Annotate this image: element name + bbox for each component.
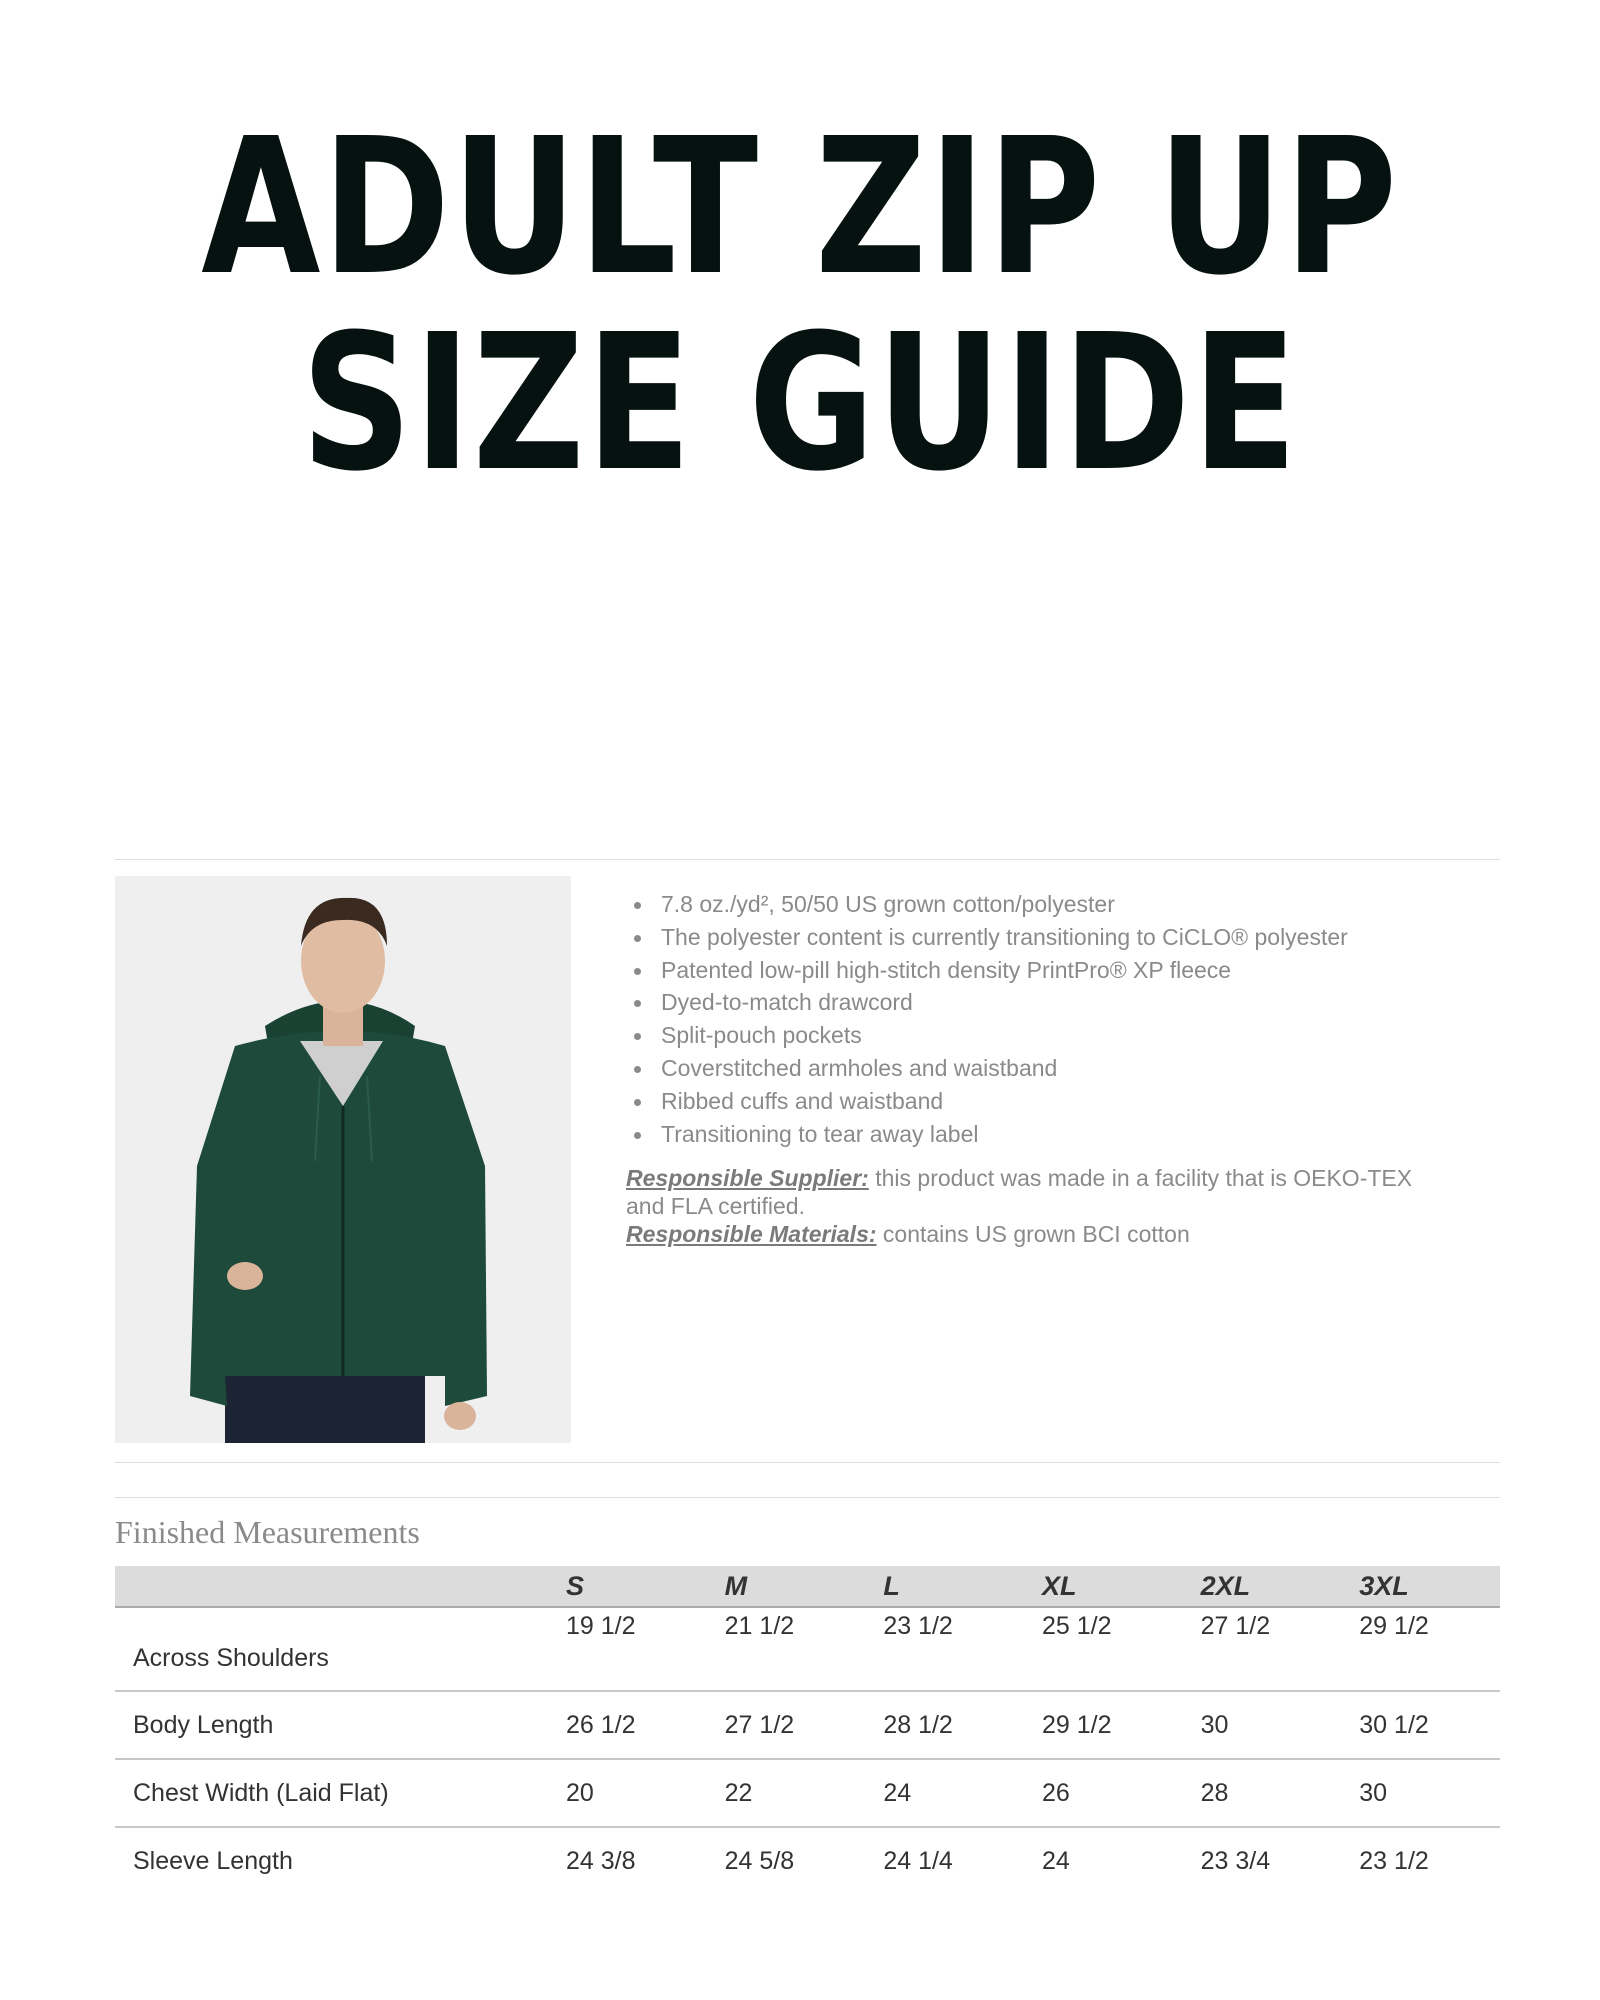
supplier-label: Responsible Supplier: [626,1165,869,1192]
product-photo [115,876,571,1443]
feature-item: Transitioning to tear away label [626,1118,1426,1151]
header-size: 2XL [1183,1566,1342,1607]
cell-value: 24 1/4 [883,1846,953,1875]
cell-value: 24 [865,1759,1024,1827]
row-label: Across Shoulders [115,1607,548,1691]
cell-value: 29 1/2 [1024,1691,1183,1759]
divider-middle [115,1462,1500,1463]
table-row [115,1827,1500,1894]
feature-item: 7.8 oz./yd², 50/50 US grown cotton/polyester [626,888,1426,921]
feature-item: Dyed-to-match drawcord [626,986,1426,1019]
responsibility-notes [626,1164,1426,1248]
title-line-1: ADULT ZIP UP [201,98,1399,317]
cell-value: 28 1/2 [865,1691,1024,1759]
feature-item: Ribbed cuffs and waistband [626,1085,1426,1118]
cell-value: 19 1/2 [548,1607,707,1691]
header-size: S [548,1566,707,1607]
table-row [115,1759,1500,1827]
feature-item: Split-pouch pockets [626,1019,1426,1052]
materials-text: contains US grown BCI cotton [876,1221,1190,1248]
row-label: Chest Width (Laid Flat) [115,1759,548,1827]
cell-value: 26 [1024,1759,1183,1827]
materials-note [626,1220,1426,1248]
cell-value: 27 1/2 [1183,1607,1342,1691]
product-features [626,888,1426,1248]
header-size: 3XL [1341,1566,1500,1607]
measurements-title: Finished Measurements [115,1514,420,1550]
feature-item: Patented low-pill high-stitch density PrintPro® XP fleece [626,954,1426,987]
cell-value: 26 1/2 [548,1691,707,1759]
cell-value: 23 3/4 [1200,1846,1271,1875]
cell-value: 30 [1341,1759,1500,1827]
cell-value: 25 1/2 [1024,1607,1183,1691]
row-label: Body Length [115,1691,548,1759]
feature-item: Coverstitched armholes and waistband [626,1052,1426,1085]
cell-value: 22 [707,1759,866,1827]
feature-list [626,888,1426,1150]
table-row [115,1691,1500,1759]
cell-value: 24 3/8 [566,1846,636,1875]
cell-value: 28 [1183,1759,1342,1827]
cell-value: 21 1/2 [707,1607,866,1691]
title-line-2: SIZE GUIDE [301,294,1299,513]
table-header-row [115,1566,1500,1607]
header-size: M [707,1566,866,1607]
cell-value: 24 5/8 [724,1846,795,1875]
hoodie-model-illustration [115,876,571,1443]
feature-item: The polyester content is currently transitioning to CiCLO® polyester [626,921,1426,954]
cell-value: 20 [548,1759,707,1827]
row-label: Sleeve Length [133,1846,293,1875]
cell-value: 29 1/2 [1341,1607,1500,1691]
divider-measurements [115,1497,1500,1498]
supplier-note [626,1164,1426,1220]
supplier-text: this product was made in a facility that is OEKO-TEX and FLA certified. [626,1165,1413,1220]
cell-value: 23 1/2 [1359,1846,1429,1875]
cell-value: 30 [1183,1691,1342,1759]
header-size: XL [1024,1566,1183,1607]
table-row [115,1607,1500,1691]
measurements-table [115,1566,1500,1894]
cell-value: 24 [1041,1846,1070,1875]
cell-value: 27 1/2 [707,1691,866,1759]
header-size: L [865,1566,1024,1607]
materials-label: Responsible Materials: [626,1221,877,1248]
cell-value: 30 1/2 [1341,1691,1500,1759]
divider-top [115,859,1500,860]
page-title [144,98,1456,513]
cell-value: 23 1/2 [865,1607,1024,1691]
header-blank [115,1566,548,1607]
